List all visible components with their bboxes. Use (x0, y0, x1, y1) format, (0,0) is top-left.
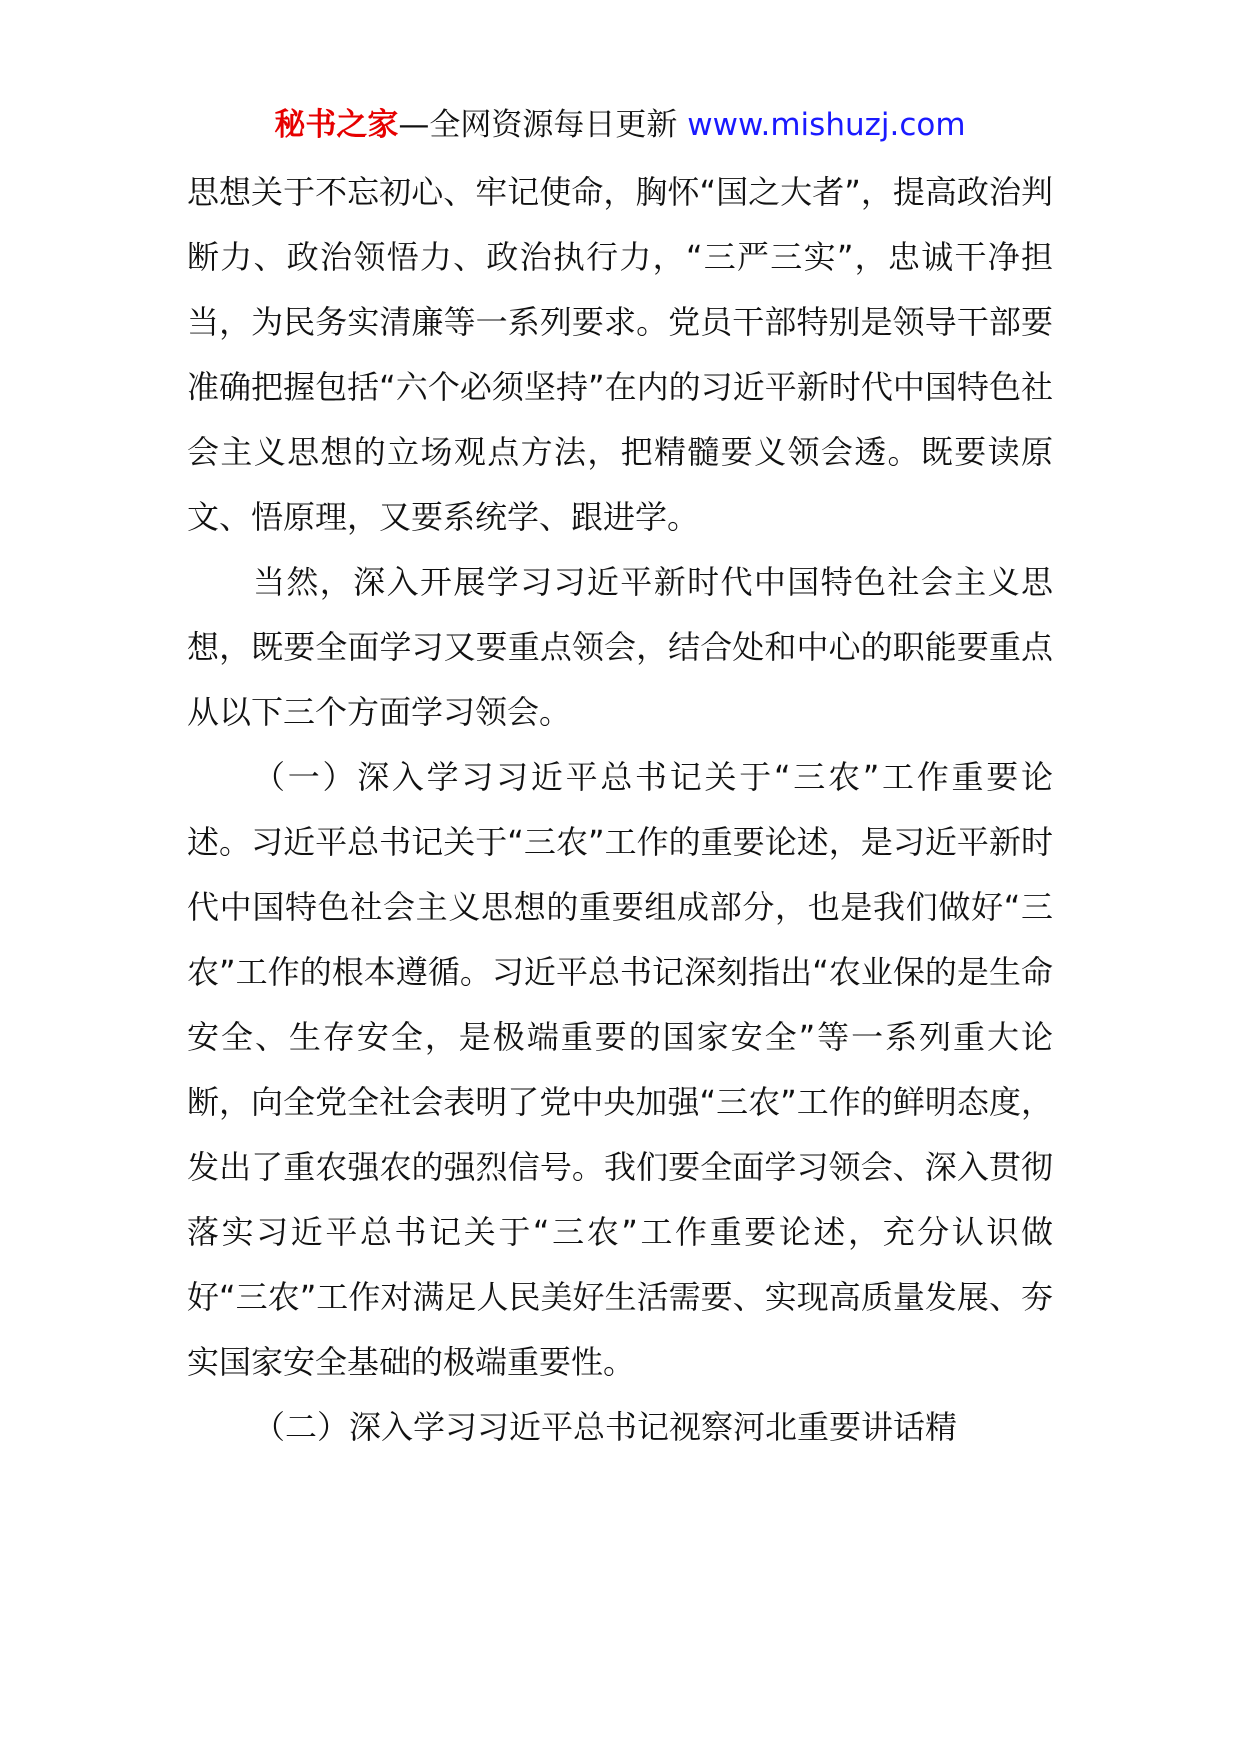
paragraph-continuation: 思想关于不忘初心、牢记使命，胸怀“国之大者”，提高政治判断力、政治领悟力、政治执行力，“三严三实”，忠诚干净担当，为民务实清廉等一系列要求。党员干部特别是领导干部要准确把握包括“六个必须坚持”在内的习近平新时代中国特色社会主义思想的立场观点方法，把精髓要义领会透。既要读原文、悟原理，又要系统学、跟进学。 (187, 173, 1053, 536)
paragraph-section-2: （二）深入学习习近平总书记视察河北重要讲话精 (253, 1408, 958, 1446)
site-tagline: —全网资源每日更新 (398, 107, 688, 143)
page-header (0, 100, 1240, 150)
site-brand: 秘书之家 (274, 107, 399, 143)
paragraph-section-1: （一）深入学习习近平总书记关于“三农”工作重要论述。习近平总书记关于“三农”工作的重要论述，是习近平新时代中国特色社会主义思想的重要组成部分，也是我们做好“三农”工作的根本遵循。习近平总书记深刻指出“农业保的是生命安全、生存安全，是极端重要的国家安全”等一系列重大论断，向全党全社会表明了党中央加强“三农”工作的鲜明态度，发出了重农强农的强烈信号。我们要全面学习领会、深入贯彻落实习近平总书记关于“三农”工作重要论述，充分认识做好“三农”工作对满足人民美好生活需要、实现高质量发展、夯实国家安全基础的极端重要性。 (187, 758, 1053, 1381)
document-body (187, 160, 1053, 1460)
paragraph-intro: 当然，深入开展学习习近平新时代中国特色社会主义思想，既要全面学习又要重点领会，结合处和中心的职能要重点从以下三个方面学习领会。 (187, 563, 1053, 731)
site-url-link[interactable]: www.mishuzj.com (687, 107, 966, 143)
